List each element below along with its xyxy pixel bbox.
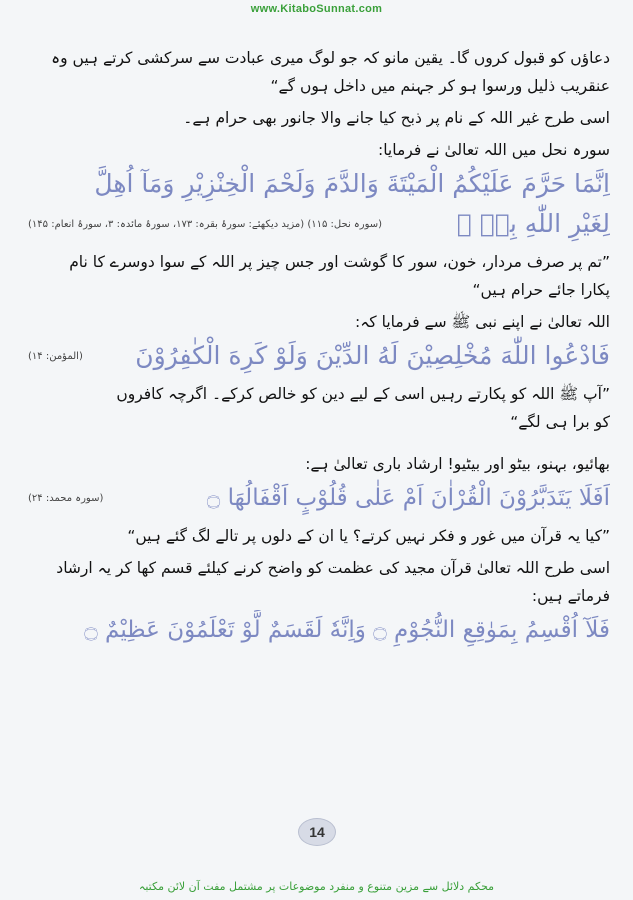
quran-verse: فَادْعُوا اللّٰهَ مُخْلِصِيْنَ لَهُ الدِّيْنَ وَلَوْ كَرِهَ الْكٰفِرُوْنَ xyxy=(135,341,610,370)
paragraph-line: اسی طرح اللہ تعالیٰ قرآن مجید کی عظمت کو واضح کرنے کیلئے قسم کھا کر یہ ارشاد xyxy=(56,559,610,577)
translation-line: ”تم پر صرف مردار، خون، سور کا گوشت اور جس چیز پر اللہ کے سوا دوسرے کا نام xyxy=(69,253,610,271)
quran-verse-row xyxy=(28,336,610,376)
quran-verse: اَفَلَا يَتَدَبَّرُوْنَ الْقُرْاٰنَ اَمْ عَلٰى قُلُوْبٍ اَقْفَالُهَا ۝ xyxy=(206,485,610,511)
verse-reference: (سورہ نحل: ۱۱۵) (مزید دیکھئے: سورۂ بقرہ: ۱۷۳، سورۂ مائدہ: ۳، سورۂ انعام: ۱۴۵) xyxy=(28,218,383,230)
paragraph-line: سورہ نحل میں اللہ تعالیٰ نے فرمایا: xyxy=(377,141,610,159)
verse-reference: (المؤمن: ۱۴) xyxy=(28,350,83,362)
quran-verse: اِنَّمَا حَرَّمَ عَلَيْكُمُ الْمَيْتَةَ وَالدَّمَ وَلَحْمَ الْخِنْزِيْرِ وَمَآ اُهِلَّ xyxy=(94,169,610,198)
paragraph-line: اسی طرح غیر اللہ کے نام پر ذبح کیا جانے والا جانور بھی حرام ہے۔ xyxy=(183,109,610,127)
paragraph-line: فرماتے ہیں: xyxy=(531,587,610,605)
verse-reference: (سورہ محمد: ۲۴) xyxy=(28,492,104,504)
translation-line: ”آپ ﷺ اللہ کو پکارتے رہیں اسی کے لیے دین کو خالص کرکے۔ اگرچہ کافروں xyxy=(116,385,610,403)
paragraph-line: اللہ تعالیٰ نے اپنے نبی ﷺ سے فرمایا کہ: xyxy=(354,313,610,331)
quran-verse-row xyxy=(28,204,610,244)
quran-verse-row xyxy=(28,478,610,518)
quran-verse: لِغَيْرِ اللّٰهِ بِهٖ ۚ xyxy=(456,209,610,238)
quran-verse: فَلَآ اُقْسِمُ بِمَوٰقِعِ النُّجُوْمِ ۝ وَاِنَّهٗ لَقَسَمٌ لَّوْ تَعْلَمُوْنَ عَظِيْمٌ ۝ xyxy=(84,617,610,643)
translation-line: کو برا ہی لگے“ xyxy=(510,413,610,431)
site-url[interactable]: www.KitaboSunnat.com xyxy=(250,3,383,15)
paragraph-line: دعاؤں کو قبول کروں گا۔ یقین مانو کہ جو لوگ میری عبادت سے سرکشی کرتے ہیں وہ xyxy=(51,49,610,67)
paragraph-line: عنقریب ذلیل ورسوا ہو کر جہنم میں داخل ہوں گے“ xyxy=(270,77,610,95)
page-content xyxy=(28,44,610,650)
translation-line: پکارا جائے حرام ہیں“ xyxy=(472,281,610,299)
page-number: 14 xyxy=(298,818,336,846)
footer-text: محکم دلائل سے مزین متنوع و منفرد موضوعات پر مشتمل مفت آن لائن مکتبہ xyxy=(138,880,495,893)
paragraph-line: بھائیو، بہنو، بیٹو اور بیٹیو! ارشاد باری تعالیٰ ہے: xyxy=(305,455,610,473)
translation-line: ”کیا یہ قرآن میں غور و فکر نہیں کرتے؟ یا ان کے دلوں پر تالے لگ گئے ہیں“ xyxy=(127,527,610,545)
